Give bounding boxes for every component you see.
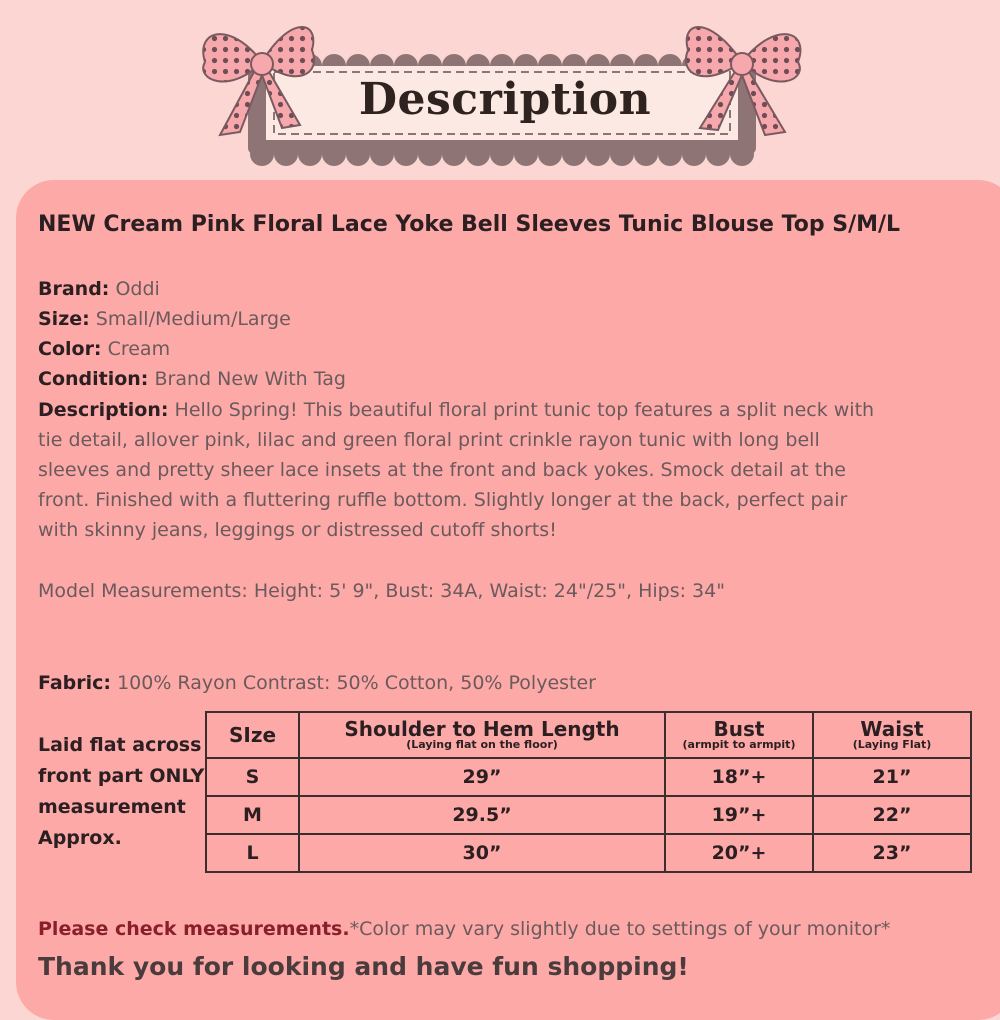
size-label: Size: (38, 308, 90, 330)
header-length (299, 712, 665, 758)
fabric-value: 100% Rayon Contrast: 50% Cotton, 50% Polyester (117, 672, 596, 694)
header-length-sub: (Laying flat on the floor) (406, 738, 558, 751)
cell-length: 30” (299, 834, 665, 872)
color-label: Color: (38, 338, 102, 360)
cell-bust: 19”+ (665, 796, 813, 834)
condition-value: Brand New With Tag (154, 368, 346, 390)
banner-title: Description (358, 74, 652, 125)
brand-row (38, 278, 160, 300)
cell-bust: 20”+ (665, 834, 813, 872)
header-bust-sub: (armpit to armpit) (682, 738, 796, 751)
fabric-row (38, 672, 596, 694)
condition-row (38, 368, 346, 390)
description-line (38, 399, 874, 421)
cell-waist: 21” (813, 758, 971, 796)
color-row (38, 338, 170, 360)
table-row (206, 758, 971, 796)
size-chart-table (205, 711, 972, 873)
description-line: tie detail, allover pink, lilac and green floral print crinkle rayon tunic with long bell (38, 429, 820, 451)
measurement-note: Laid flat across front part ONLY measurement Approx. (38, 734, 205, 849)
brand-label: Brand: (38, 278, 110, 300)
header-bust (665, 712, 813, 758)
description-label: Description: (38, 399, 169, 421)
brand-value: Oddi (115, 278, 160, 300)
table-row (206, 796, 971, 834)
header-waist-sub: (Laying Flat) (852, 738, 932, 751)
table-row (206, 834, 971, 872)
cell-size: S (206, 758, 299, 796)
header-waist-label: Waist (860, 717, 924, 741)
description-text: Hello Spring! This beautiful floral print tunic top features a split neck with (174, 399, 875, 421)
table-header-row (206, 712, 971, 758)
cell-length: 29” (299, 758, 665, 796)
size-value: Small/Medium/Large (95, 308, 291, 330)
model-measurements: Model Measurements: Height: 5' 9", Bust: 34A, Waist: 24"/25", Hips: 34" (38, 580, 725, 602)
cell-size: L (206, 834, 299, 872)
size-row (38, 308, 291, 330)
description-banner (0, 0, 1000, 180)
description-line: sleeves and pretty sheer lace insets at the front and back yokes. Smock detail at the (38, 459, 846, 481)
color-value: Cream (107, 338, 171, 360)
header-size (206, 712, 299, 758)
header-length-label: Shoulder to Hem Length (344, 717, 620, 741)
cell-length: 29.5” (299, 796, 665, 834)
cell-bust: 18”+ (665, 758, 813, 796)
header-size-label: SIze (228, 723, 277, 747)
description-line: with skinny jeans, leggings or distressed cutoff shorts! (38, 519, 557, 541)
cell-size: M (206, 796, 299, 834)
condition-label: Condition: (38, 368, 149, 390)
cell-waist: 22” (813, 796, 971, 834)
fabric-label: Fabric: (38, 672, 112, 694)
description-line: front. Finished with a fluttering ruffle bottom. Slightly longer at the back, perfect pair (38, 489, 848, 511)
cell-waist: 23” (813, 834, 971, 872)
product-title: NEW Cream Pink Floral Lace Yoke Bell Sleeves Tunic Blouse Top S/M/L (38, 212, 901, 237)
thank-you-message: Thank you for looking and have fun shopping! (38, 952, 689, 981)
header-bust-label: Bust (713, 717, 765, 741)
disclaimer-lead: Please check measurements. (38, 918, 350, 940)
disclaimer-text: *Color may vary slightly due to settings of your monitor* (349, 918, 891, 940)
measurement-disclaimer (38, 918, 890, 940)
header-waist (813, 712, 971, 758)
